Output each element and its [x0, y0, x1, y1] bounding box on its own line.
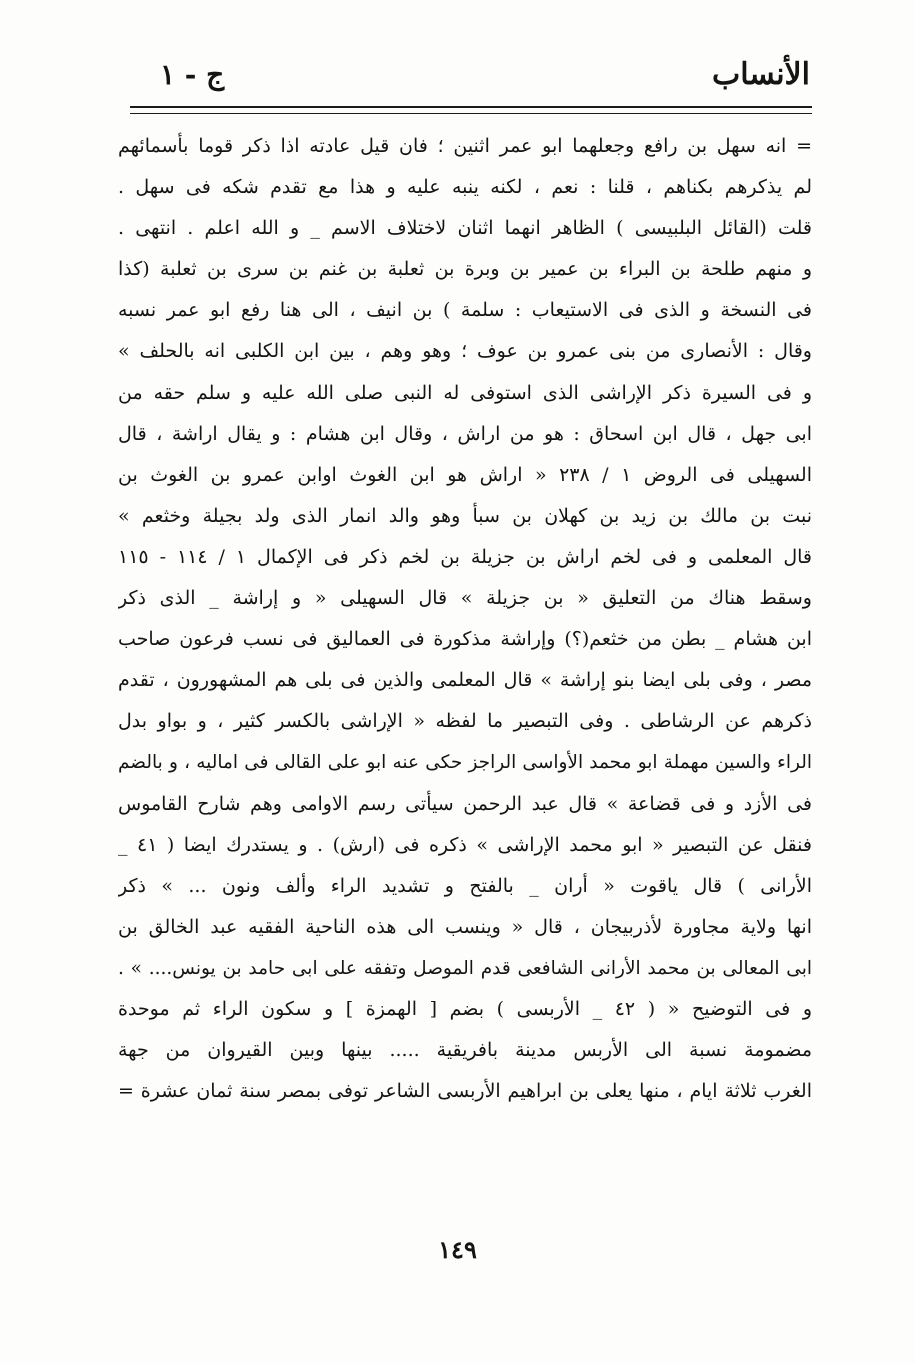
text-line: فى النسخة و الذى فى الاستيعاب : سلمة ) بن انيف ، الى هنا رفع ابو عمر نسبه: [118, 299, 812, 322]
text-line: = انه سهل بن رافع وجعلهما ابو عمر اثنين ؛ فان قيل عادته اذا ذكر قوما بأسمائهم: [118, 135, 812, 157]
text-line: فنقل عن التبصير « ابو محمد الإراشى » ذكره فى (ارش) . و يستدرك ايضا ( ٤١ _: [118, 833, 812, 856]
page-header: [130, 52, 810, 98]
text-line: ابن هشام _ بطن من خثعم(؟) وإراشة مذكورة فى العماليق فى نسب فرعون صاحب: [118, 628, 812, 651]
text-line: قلت (القائل البلبيسى ) الظاهر انهما اثنان لاختلاف الاسم _ و الله اعلم . انتهى .: [118, 217, 812, 240]
header-rule-thick: [130, 106, 812, 108]
text-line: و فى السيرة ذكر الإراشى الذى استوفى له النبى صلى الله عليه و سلم حقه من: [118, 381, 812, 404]
page-number: ١٤٩: [438, 1235, 477, 1264]
text-line: قال المعلمى و فى لخم اراش بن جزيلة بن لخم ذكر فى الإكمال ١ / ١١٤ - ١١٥: [118, 545, 812, 568]
text-line: وسقط هناك من التعليق « بن جزيلة » قال السهيلى « و إراشة _ الذى ذكر: [118, 587, 812, 610]
text-line: فى الأزد و فى قضاعة » قال عبد الرحمن سيأتى رسم الاوامى وهم شارح القاموس: [118, 792, 812, 815]
text-line: ابى المعالى بن محمد الأرانى الشافعى قدم الموصل وتفقه على ابى حامد بن يونس.... » .: [118, 957, 812, 979]
text-line: وقال : الأنصارى من بنى عمرو بن عوف ؛ وهو وهم ، بين ابن الكلبى انه بالحلف »: [118, 340, 812, 363]
text-line: نبت بن مالك بن زيد بن كهلان بن سبأ وهو والد انمار الذى ولد بجيلة وخثعم »: [118, 504, 812, 527]
header-rule-thin: [130, 113, 812, 114]
text-line: و منهم طلحة بن البراء بن عمير بن وبرة بن ثعلبة بن غنم بن سرى بن ثعلبة (كذا: [118, 258, 812, 281]
body-text: [118, 126, 812, 1112]
text-line: لم يذكرهم بكناهم ، قلنا : نعم ، لكنه ينبه عليه و هذا مع تقدم شكه فى سهل .: [118, 176, 812, 199]
text-line: مضمومة نسبة الى الأربس مدينة بافريقية ..... بينها وبين القيروان من جهة: [118, 1039, 812, 1062]
text-line: ذكرهم عن الرشاطى . وفى التبصير ما لفظه « الإراشى بالكسر كثير ، و بواو بدل: [118, 710, 812, 733]
text-line: السهيلى فى الروض ١ / ٢٣٨ « اراش هو ابن الغوث اوابن عمرو بن الغوث بن: [118, 463, 812, 486]
text-line: الأرانى ) قال ياقوت « أران _ بالفتح و تشديد الراء وألف ونون ... » ذكر: [118, 874, 812, 897]
text-line: انها ولاية مجاورة لأذربيجان ، قال « وينسب الى هذه الناحية الفقيه عبد الخالق بن: [118, 915, 812, 938]
text-line: و فى التوضيح « ( ٤٢ _ الأربسى ) بضم [ الهمزة ] و سكون الراء ثم موحدة: [118, 997, 812, 1020]
text-line: الراء والسين مهملة ابو محمد الأواسى الراجز حكى عنه ابو على القالى فى اماليه ، و بالضم: [118, 752, 812, 774]
text-line: الغرب ثلاثة ايام ، منها يعلى بن ابراهيم الأربسى الشاعر توفى بمصر سنة ثمان عشرة =: [118, 1080, 812, 1103]
text-line: مصر ، وفى بلى ايضا بنو إراشة » قال المعلمى والذين فى بلى هم المشهورون ، تقدم: [118, 669, 812, 692]
text-line: ابى جهل ، قال ابن اسحاق : هو من اراش ، وقال ابن هشام : و يقال اراشة ، قال: [118, 422, 812, 445]
volume-number: ج - ١: [160, 58, 225, 91]
running-title: الأنساب: [712, 57, 810, 92]
